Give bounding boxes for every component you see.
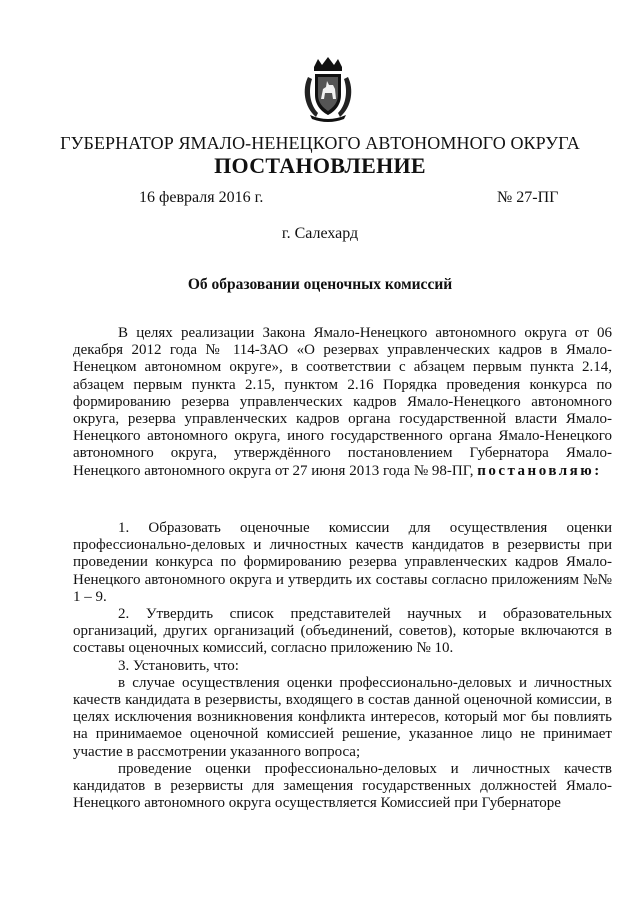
issuing-authority: ГУБЕРНАТОР ЯМАЛО-НЕНЕЦКОГО АВТОНОМНОГО ОКРУГА — [60, 133, 580, 153]
decree-item-3-clause-2: проведение оценки профессионально-деловых и личностных качеств кандидатов в резервисты для замещения государственных должностей Ямало-Ненецкого автономного округа осуществляется Комиссией при Губернаторе — [73, 760, 612, 812]
decree-item-3: 3. Установить, что: — [118, 657, 239, 674]
preamble-text: В целях реализации Закона Ямало-Ненецкого автономного округа от 06 декабря 2012 года № 114-ЗАО «О резервах управленческих кадров в Ямало-Ненецком автономном округе», в соответствии с абзацем первым пункта 2.14, абзацем первым пункта 2.15, пунктом 2.16 Порядка проведения конкурса по формированию резерва управленческих кадров Ямало-Ненецкого автономного округа, резерва управленческих кадров органа государственной власти Ямало-Ненецкого автономного округа, иного государственного органа Ямало-Ненецкого автономного округа, утверждённого постановлением Губернатора Ямало-Ненецкого автономного округа от 27 июня 2013 года № 98-ПГ, — [73, 325, 612, 479]
preamble-paragraph — [73, 325, 612, 480]
decree-items — [73, 520, 612, 812]
decree-item-2: 2. Утвердить список представителей научных и образовательных организаций, других организаций (объединений, советов), которые включаются в составы оценочных комиссий, согласно приложению № 10. — [73, 606, 612, 657]
decree-item-1: 1. Образовать оценочные комиссии для осуществления оценки профессионально-деловых и личностных качеств кандидатов в резервисты при проведении конкурса по формированию резерва управленческих кадров Ямало-Ненецкого автономного округа и утвердить их составы согласно приложениям №№ 1 – 9. — [73, 520, 612, 605]
coat-of-arms-emblem — [302, 55, 354, 123]
decree-word: постановляю: — [477, 462, 602, 479]
document-date: 16 февраля 2016 г. — [139, 189, 264, 206]
document-city: г. Салехард — [281, 225, 359, 242]
document-subject: Об образовании оценочных комиссий — [187, 276, 453, 293]
document-type-title: ПОСТАНОВЛЕНИЕ — [214, 153, 426, 178]
decree-item-3-clause-1: в случае осуществления оценки профессионально-деловых и личностных качеств кандидата в резервисты, входящего в состав данной оценочной комиссии, в целях исключения возникновения конфликта интересов, который мог бы повлиять на принимаемое оценочной комиссией решение, указанное лицо не принимает участие в рассмотрении указанного вопроса; — [73, 674, 612, 760]
preamble-block — [73, 325, 612, 480]
document-number: № 27-ПГ — [497, 189, 559, 206]
